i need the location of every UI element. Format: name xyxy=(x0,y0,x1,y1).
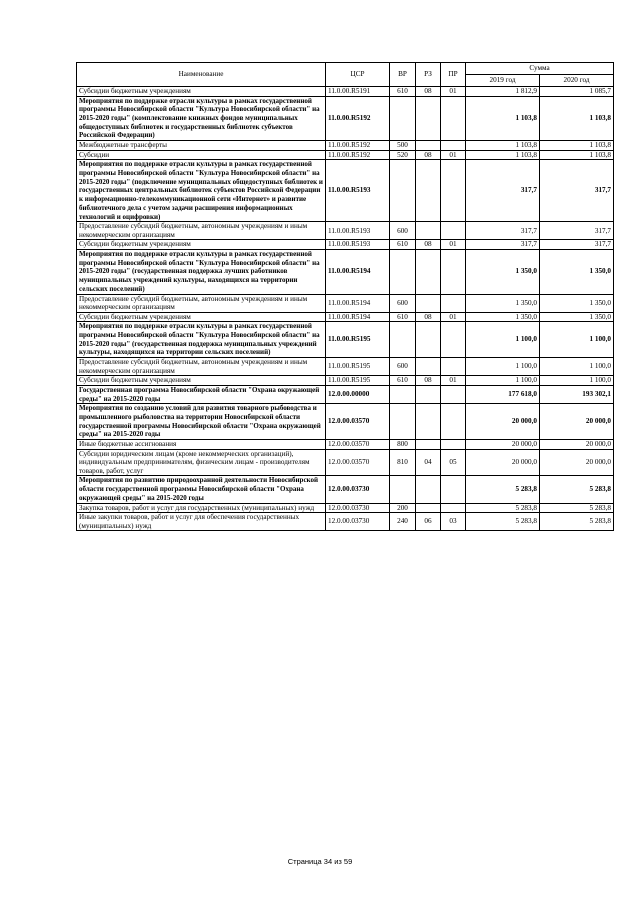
row-2020-cell: 5 283,8 xyxy=(540,513,614,531)
row-name-cell: Предоставление субсидий бюджетным, автономным учреждениям и иным некоммерческим организациям xyxy=(77,222,326,240)
row-csr-cell: 11.0.00.R5194 xyxy=(326,250,390,295)
row-2020-cell: 1 103,8 xyxy=(540,150,614,160)
row-2020-cell: 1 350,0 xyxy=(540,250,614,295)
header-csr: ЦСР xyxy=(326,63,390,87)
row-csr-cell: 11.0.00.R5195 xyxy=(326,322,390,358)
row-rz-cell xyxy=(416,404,441,440)
row-csr-cell: 11.0.00.R5193 xyxy=(326,240,390,250)
row-2020-cell: 5 283,8 xyxy=(540,503,614,513)
row-name-cell: Субсидии xyxy=(77,150,326,160)
row-csr-cell: 11.0.00.R5194 xyxy=(326,294,390,312)
row-rz-cell: 08 xyxy=(416,150,441,160)
table-row xyxy=(77,250,614,295)
row-name-cell: Мероприятия по созданию условий для развития товарного рыбоводства и промышленного рыболовства на территории Новосибирской области государственной программы Новосибирской области "Охрана окружающей среды" на 2015-2020 годы xyxy=(77,404,326,440)
row-csr-cell: 12.0.00.03730 xyxy=(326,476,390,503)
row-2019-cell: 20 000,0 xyxy=(466,449,540,476)
row-name-cell: Субсидии бюджетным учреждениям xyxy=(77,87,326,97)
row-rz-cell: 08 xyxy=(416,87,441,97)
header-vr: ВР xyxy=(390,63,416,87)
row-pr-cell: 05 xyxy=(441,449,466,476)
header-name: Наименование xyxy=(77,63,326,87)
table-header xyxy=(77,63,614,87)
row-name-cell: Государственная программа Новосибирской области "Охрана окружающей среды" на 2015-2020 годы xyxy=(77,385,326,403)
row-2019-cell: 5 283,8 xyxy=(466,503,540,513)
row-2020-cell: 317,7 xyxy=(540,160,614,222)
row-2019-cell: 5 283,8 xyxy=(466,513,540,531)
table-row xyxy=(77,449,614,476)
row-2019-cell: 20 000,0 xyxy=(466,404,540,440)
row-pr-cell xyxy=(441,160,466,222)
row-2020-cell: 1 085,7 xyxy=(540,87,614,97)
table-row xyxy=(77,222,614,240)
table-row xyxy=(77,96,614,141)
row-csr-cell: 11.0.00.R5192 xyxy=(326,141,390,151)
row-2020-cell: 193 302,1 xyxy=(540,385,614,403)
row-name-cell: Предоставление субсидий бюджетным, автономным учреждениям и иным некоммерческим организациям xyxy=(77,358,326,376)
row-vr-cell xyxy=(390,404,416,440)
row-2020-cell: 1 103,8 xyxy=(540,141,614,151)
row-2019-cell: 1 100,0 xyxy=(466,376,540,386)
row-csr-cell: 11.0.00.R5195 xyxy=(326,358,390,376)
row-rz-cell xyxy=(416,222,441,240)
table-row xyxy=(77,312,614,322)
row-pr-cell: 03 xyxy=(441,513,466,531)
row-2020-cell: 1 103,8 xyxy=(540,96,614,141)
table-row xyxy=(77,376,614,386)
row-name-cell: Межбюджетные трансферты xyxy=(77,141,326,151)
row-pr-cell xyxy=(441,141,466,151)
row-vr-cell xyxy=(390,385,416,403)
row-pr-cell: 01 xyxy=(441,312,466,322)
row-pr-cell xyxy=(441,440,466,450)
budget-table-sheet xyxy=(76,62,613,531)
row-vr-cell: 240 xyxy=(390,513,416,531)
row-rz-cell xyxy=(416,503,441,513)
table-row xyxy=(77,87,614,97)
row-pr-cell xyxy=(441,96,466,141)
row-name-cell: Мероприятия по поддержке отрасли культуры в рамках государственной программы Новосибирской области "Культура Новосибирской области" на 2015-2020 годы" (комплектование книжных фондов муниципальных общедоступных библиотек и государственных библиотек субъектов Российской Федерации) xyxy=(77,96,326,141)
table-row xyxy=(77,358,614,376)
row-2019-cell: 1 350,0 xyxy=(466,250,540,295)
row-2020-cell: 1 350,0 xyxy=(540,294,614,312)
row-pr-cell xyxy=(441,385,466,403)
header-year-2020: 2020 год xyxy=(540,75,614,87)
row-vr-cell: 200 xyxy=(390,503,416,513)
row-pr-cell xyxy=(441,222,466,240)
table-body xyxy=(77,87,614,531)
row-vr-cell: 610 xyxy=(390,87,416,97)
row-2020-cell: 1 100,0 xyxy=(540,376,614,386)
row-rz-cell xyxy=(416,322,441,358)
row-name-cell: Закупка товаров, работ и услуг для государственных (муниципальных) нужд xyxy=(77,503,326,513)
row-2020-cell: 20 000,0 xyxy=(540,440,614,450)
row-2019-cell: 177 618,0 xyxy=(466,385,540,403)
row-vr-cell: 600 xyxy=(390,294,416,312)
row-rz-cell: 08 xyxy=(416,312,441,322)
row-2020-cell: 20 000,0 xyxy=(540,449,614,476)
row-pr-cell: 01 xyxy=(441,240,466,250)
row-csr-cell: 11.0.00.R5191 xyxy=(326,87,390,97)
row-2020-cell: 1 100,0 xyxy=(540,358,614,376)
table-row xyxy=(77,294,614,312)
row-csr-cell: 12.0.00.03730 xyxy=(326,513,390,531)
row-name-cell: Мероприятия по поддержке отрасли культуры в рамках государственной программы Новосибирской области "Культура Новосибирской области" на 2015-2020 годы" (государственная поддержка лучших работников муниципальных учреждений культуры, находящихся на территории сельских поселений) xyxy=(77,250,326,295)
budget-table xyxy=(76,62,614,531)
row-2019-cell: 1 350,0 xyxy=(466,312,540,322)
row-2020-cell: 317,7 xyxy=(540,222,614,240)
row-csr-cell: 12.0.00.00000 xyxy=(326,385,390,403)
row-rz-cell xyxy=(416,476,441,503)
table-row xyxy=(77,476,614,503)
table-row xyxy=(77,513,614,531)
row-2019-cell: 20 000,0 xyxy=(466,440,540,450)
header-sum: Сумма xyxy=(466,63,614,75)
row-vr-cell: 810 xyxy=(390,449,416,476)
row-pr-cell xyxy=(441,503,466,513)
row-vr-cell: 610 xyxy=(390,312,416,322)
table-row xyxy=(77,404,614,440)
row-2019-cell: 1 812,9 xyxy=(466,87,540,97)
page-footer: Страница 34 из 59 xyxy=(287,857,353,866)
row-rz-cell xyxy=(416,141,441,151)
row-rz-cell xyxy=(416,358,441,376)
row-rz-cell: 04 xyxy=(416,449,441,476)
row-2019-cell: 317,7 xyxy=(466,222,540,240)
row-vr-cell: 610 xyxy=(390,240,416,250)
row-vr-cell: 520 xyxy=(390,150,416,160)
row-2020-cell: 20 000,0 xyxy=(540,404,614,440)
table-row xyxy=(77,322,614,358)
row-2019-cell: 317,7 xyxy=(466,240,540,250)
row-pr-cell xyxy=(441,404,466,440)
table-row xyxy=(77,150,614,160)
header-year-2019: 2019 год xyxy=(466,75,540,87)
row-vr-cell: 600 xyxy=(390,222,416,240)
row-2019-cell: 317,7 xyxy=(466,160,540,222)
row-2020-cell: 1 100,0 xyxy=(540,322,614,358)
row-name-cell: Предоставление субсидий бюджетным, автономным учреждениям и иным некоммерческим организациям xyxy=(77,294,326,312)
row-name-cell: Мероприятия по поддержке отрасли культуры в рамках государственной программы Новосибирской области "Культура Новосибирской области" на 2015-2020 годы" (государственная поддержка муниципальных учреждений культуры, находящихся на территории сельских поселений) xyxy=(77,322,326,358)
row-pr-cell xyxy=(441,294,466,312)
row-csr-cell: 12.0.00.03570 xyxy=(326,404,390,440)
row-vr-cell: 800 xyxy=(390,440,416,450)
row-2020-cell: 1 350,0 xyxy=(540,312,614,322)
row-name-cell: Мероприятия по поддержке отрасли культуры в рамках государственной программы Новосибирской области "Культура Новосибирской области" на 2015-2020 годы" (подключение муниципальных общедоступных библиотек и государственных центральных библиотек субъектов Российской Федерации к информационно-телекоммуникационной сети «Интернет» и развитие библиотечного дела с учетом задачи расширения информационных технологий и оцифровки) xyxy=(77,160,326,222)
row-vr-cell: 610 xyxy=(390,376,416,386)
table-row xyxy=(77,240,614,250)
row-rz-cell xyxy=(416,96,441,141)
row-csr-cell: 12.0.00.03570 xyxy=(326,449,390,476)
row-pr-cell: 01 xyxy=(441,87,466,97)
row-csr-cell: 11.0.00.R5195 xyxy=(326,376,390,386)
row-2020-cell: 5 283,8 xyxy=(540,476,614,503)
row-vr-cell xyxy=(390,96,416,141)
row-csr-cell: 12.0.00.03730 xyxy=(326,503,390,513)
row-2019-cell: 1 103,8 xyxy=(466,141,540,151)
row-name-cell: Субсидии бюджетным учреждениям xyxy=(77,376,326,386)
row-name-cell: Субсидии юридическим лицам (кроме некоммерческих организаций), индивидуальным предпринимателям, физическим лицам - производителям товаров, работ, услуг xyxy=(77,449,326,476)
row-pr-cell: 01 xyxy=(441,150,466,160)
row-vr-cell: 600 xyxy=(390,358,416,376)
row-2019-cell: 1 103,8 xyxy=(466,96,540,141)
row-2019-cell: 1 103,8 xyxy=(466,150,540,160)
row-rz-cell: 06 xyxy=(416,513,441,531)
row-2019-cell: 1 350,0 xyxy=(466,294,540,312)
row-vr-cell xyxy=(390,250,416,295)
row-rz-cell xyxy=(416,250,441,295)
row-csr-cell: 11.0.00.R5193 xyxy=(326,160,390,222)
row-name-cell: Иные бюджетные ассигнования xyxy=(77,440,326,450)
row-vr-cell xyxy=(390,476,416,503)
row-2019-cell: 1 100,0 xyxy=(466,358,540,376)
row-name-cell: Мероприятия по развитию природоохранной деятельности Новосибирской области государственной программы Новосибирской области "Охрана окружающей среды" на 2015-2020 годы xyxy=(77,476,326,503)
table-row xyxy=(77,440,614,450)
row-rz-cell xyxy=(416,294,441,312)
header-pr: ПР xyxy=(441,63,466,87)
row-2019-cell: 1 100,0 xyxy=(466,322,540,358)
row-rz-cell: 08 xyxy=(416,240,441,250)
row-pr-cell xyxy=(441,358,466,376)
row-csr-cell: 11.0.00.R5192 xyxy=(326,150,390,160)
row-2020-cell: 317,7 xyxy=(540,240,614,250)
row-pr-cell xyxy=(441,322,466,358)
table-row xyxy=(77,141,614,151)
row-csr-cell: 12.0.00.03570 xyxy=(326,440,390,450)
row-name-cell: Субсидии бюджетным учреждениям xyxy=(77,240,326,250)
row-name-cell: Субсидии бюджетным учреждениям xyxy=(77,312,326,322)
row-pr-cell xyxy=(441,476,466,503)
row-csr-cell: 11.0.00.R5192 xyxy=(326,96,390,141)
row-rz-cell xyxy=(416,385,441,403)
row-2019-cell: 5 283,8 xyxy=(466,476,540,503)
row-rz-cell xyxy=(416,160,441,222)
row-pr-cell xyxy=(441,250,466,295)
row-name-cell: Иные закупки товаров, работ и услуг для обеспечения государственных (муниципальных) нужд xyxy=(77,513,326,531)
row-pr-cell: 01 xyxy=(441,376,466,386)
row-csr-cell: 11.0.00.R5194 xyxy=(326,312,390,322)
row-vr-cell xyxy=(390,322,416,358)
table-row xyxy=(77,160,614,222)
row-vr-cell xyxy=(390,160,416,222)
row-vr-cell: 500 xyxy=(390,141,416,151)
row-rz-cell xyxy=(416,440,441,450)
row-rz-cell: 08 xyxy=(416,376,441,386)
table-row xyxy=(77,503,614,513)
header-rz: РЗ xyxy=(416,63,441,87)
table-row xyxy=(77,385,614,403)
row-csr-cell: 11.0.00.R5193 xyxy=(326,222,390,240)
